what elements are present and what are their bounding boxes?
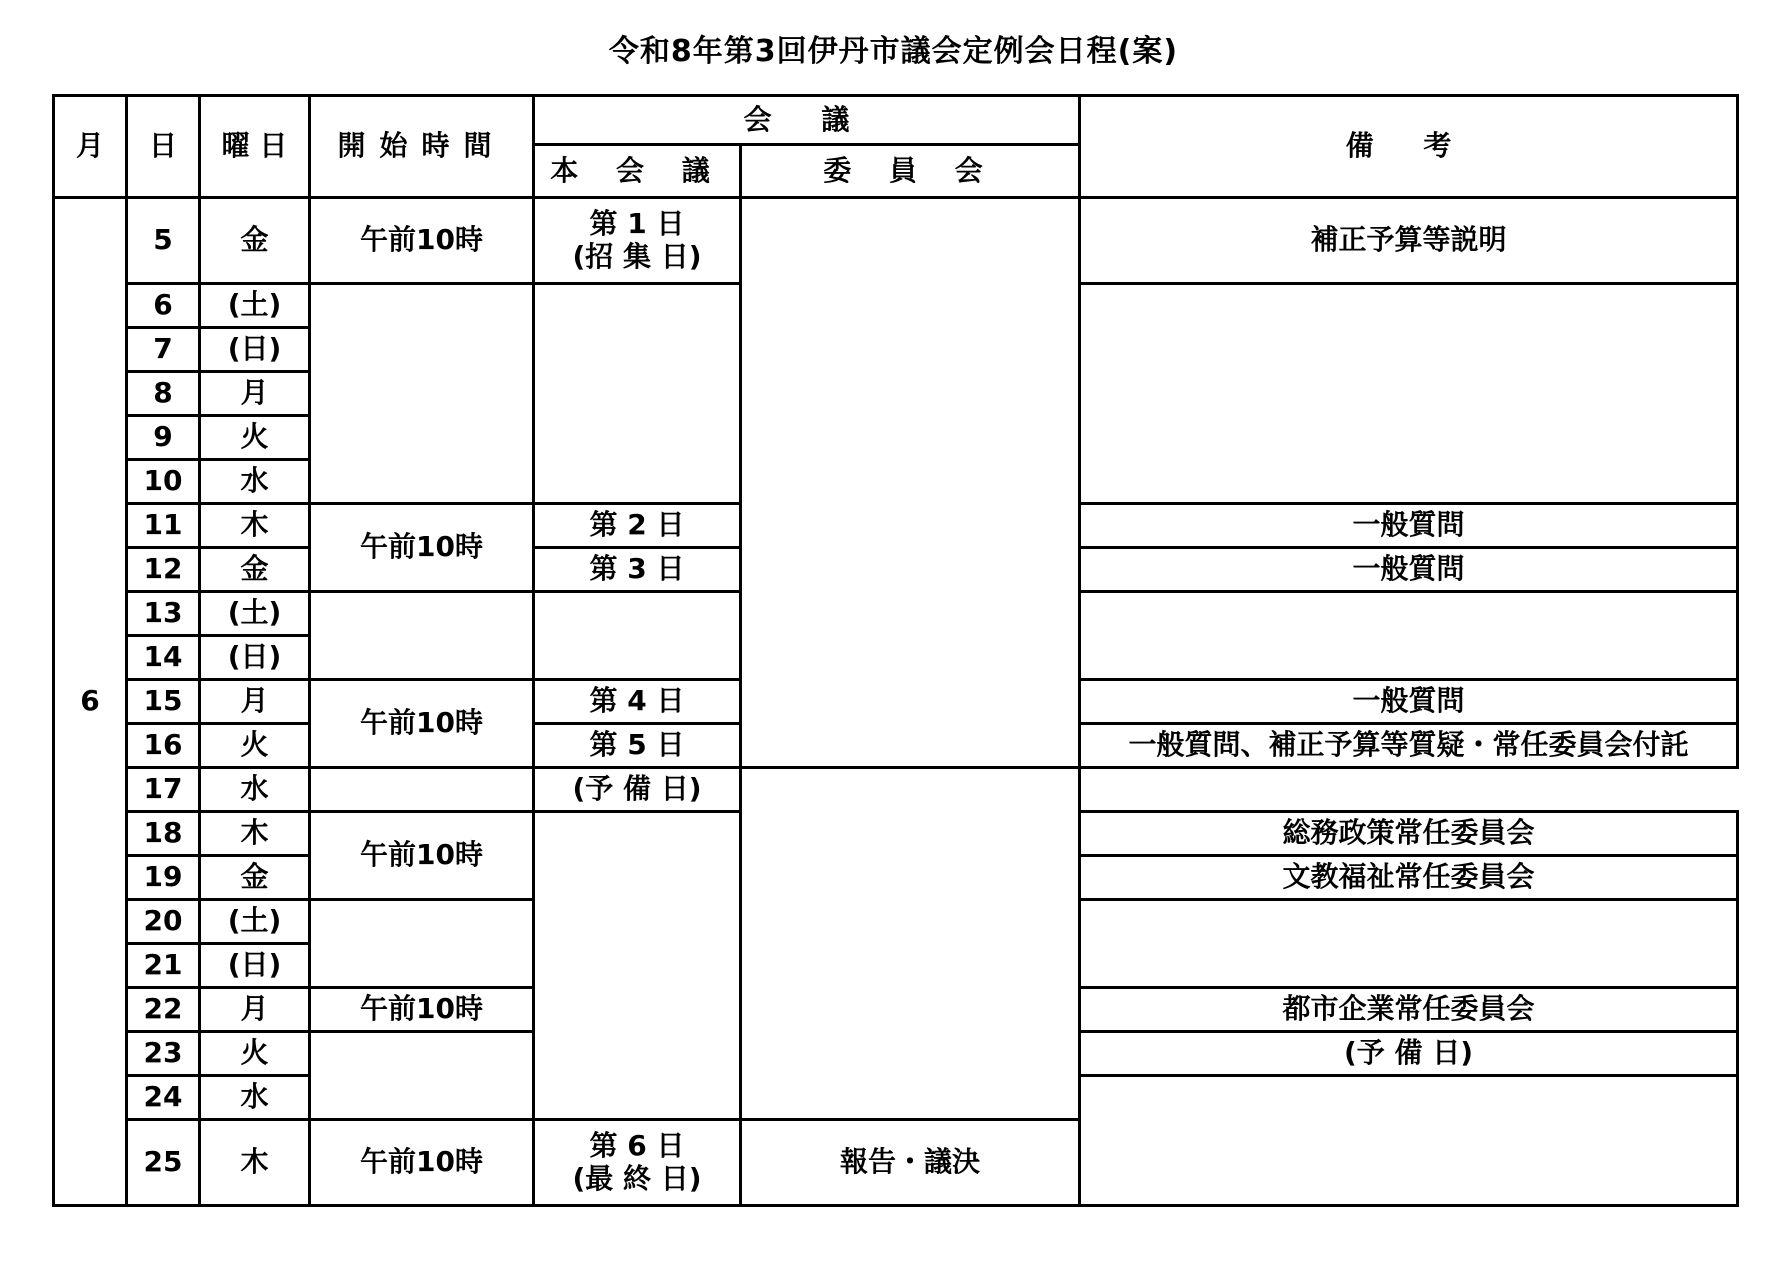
remark-cell: 一般質問 [1080,504,1738,548]
day-cell: 6 [127,284,200,328]
plenary-cell: 第 3 日 [534,548,741,592]
time-cell-empty [310,768,534,812]
committee-cell-empty [1080,900,1738,988]
time-cell: 午前10時 [310,988,534,1032]
remark-cell-empty [741,768,1080,1120]
weekday-cell: (日) [200,944,310,988]
time-cell-empty [310,900,534,988]
day-cell: 18 [127,812,200,856]
remark-cell: 一般質問 [1080,680,1738,724]
weekday-cell: (日) [200,636,310,680]
time-cell-empty [310,1032,534,1120]
header-day: 日 [127,96,200,198]
time-cell-empty [310,284,534,504]
month-cell: 6 [54,198,127,1206]
remark-cell-empty [1080,284,1738,504]
committee-cell-empty [741,198,1080,768]
day-cell: 13 [127,592,200,636]
time-cell: 午前10時 [310,680,534,768]
header-plenary: 本 会 議 [534,145,741,198]
plenary-cell: 第 2 日 [534,504,741,548]
time-cell: 午前10時 [310,198,534,284]
plenary-cell: 第 5 日 [534,724,741,768]
day-cell: 10 [127,460,200,504]
day-cell: 7 [127,328,200,372]
weekday-cell: 金 [200,856,310,900]
day-cell: 8 [127,372,200,416]
weekday-cell: (土) [200,900,310,944]
day-cell: 21 [127,944,200,988]
plenary-cell [534,198,741,284]
remark-cell-empty [1080,592,1738,680]
day-cell: 11 [127,504,200,548]
plenary-cell-empty [534,592,741,680]
weekday-cell: (土) [200,592,310,636]
weekday-cell: 月 [200,372,310,416]
header-remarks: 備 考 [1080,96,1738,198]
day-cell: 17 [127,768,200,812]
day-cell: 22 [127,988,200,1032]
day-cell: 9 [127,416,200,460]
weekday-cell: (日) [200,328,310,372]
header-committee: 委 員 会 [741,145,1080,198]
time-cell: 午前10時 [310,504,534,592]
day-cell: 15 [127,680,200,724]
page-title: 令和8年第3回伊丹市議会定例会日程(案) [608,34,1179,69]
weekday-cell: 水 [200,1076,310,1120]
day-cell: 5 [127,198,200,284]
weekday-cell: 木 [200,812,310,856]
plenary-cell-empty [534,284,741,504]
weekday-cell: 金 [200,198,310,284]
day-cell: 24 [127,1076,200,1120]
committee-cell: 総務政策常任委員会 [1080,812,1738,856]
weekday-cell: 木 [200,504,310,548]
remark-cell: 一般質問、補正予算等質疑・常任委員会付託 [1080,724,1738,768]
plenary-cell: 第 4 日 [534,680,741,724]
day-cell: 16 [127,724,200,768]
plenary-line: 第 1 日 [589,207,685,241]
plenary-cell [534,1120,741,1206]
day-cell: 12 [127,548,200,592]
committee-cell-empty [1080,1076,1738,1206]
day-cell: 19 [127,856,200,900]
table-row [54,768,1738,812]
weekday-cell: (土) [200,284,310,328]
plenary-cell-empty [534,812,741,1120]
weekday-cell: 金 [200,548,310,592]
header-month: 月 [54,96,127,198]
day-cell: 20 [127,900,200,944]
weekday-cell: 水 [200,460,310,504]
weekday-cell: 火 [200,416,310,460]
weekday-cell: 火 [200,724,310,768]
header-weekday: 曜 日 [200,96,310,198]
plenary-line: 第 6 日 [589,1129,685,1163]
committee-cell: (予 備 日) [1080,1032,1738,1076]
plenary-cell: (予 備 日) [534,768,741,812]
weekday-cell: 月 [200,988,310,1032]
day-cell: 14 [127,636,200,680]
day-cell: 23 [127,1032,200,1076]
remark-cell: 一般質問 [1080,548,1738,592]
remark-cell: 報告・議決 [741,1120,1080,1206]
time-cell: 午前10時 [310,812,534,900]
header-start-time: 開始時間 [310,96,534,198]
day-cell: 25 [127,1120,200,1206]
table-row [54,198,1738,284]
header-meeting: 会 議 [534,96,1080,145]
weekday-cell: 火 [200,1032,310,1076]
weekday-cell: 月 [200,680,310,724]
time-cell: 午前10時 [310,1120,534,1206]
weekday-cell: 水 [200,768,310,812]
time-cell-empty [310,592,534,680]
plenary-line: (招 集 日) [572,239,702,273]
schedule-table [52,94,1739,1207]
committee-cell: 都市企業常任委員会 [1080,988,1738,1032]
remark-cell: 補正予算等説明 [1080,198,1738,284]
committee-cell: 文教福祉常任委員会 [1080,856,1738,900]
plenary-line: (最 終 日) [572,1161,702,1195]
weekday-cell: 木 [200,1120,310,1206]
